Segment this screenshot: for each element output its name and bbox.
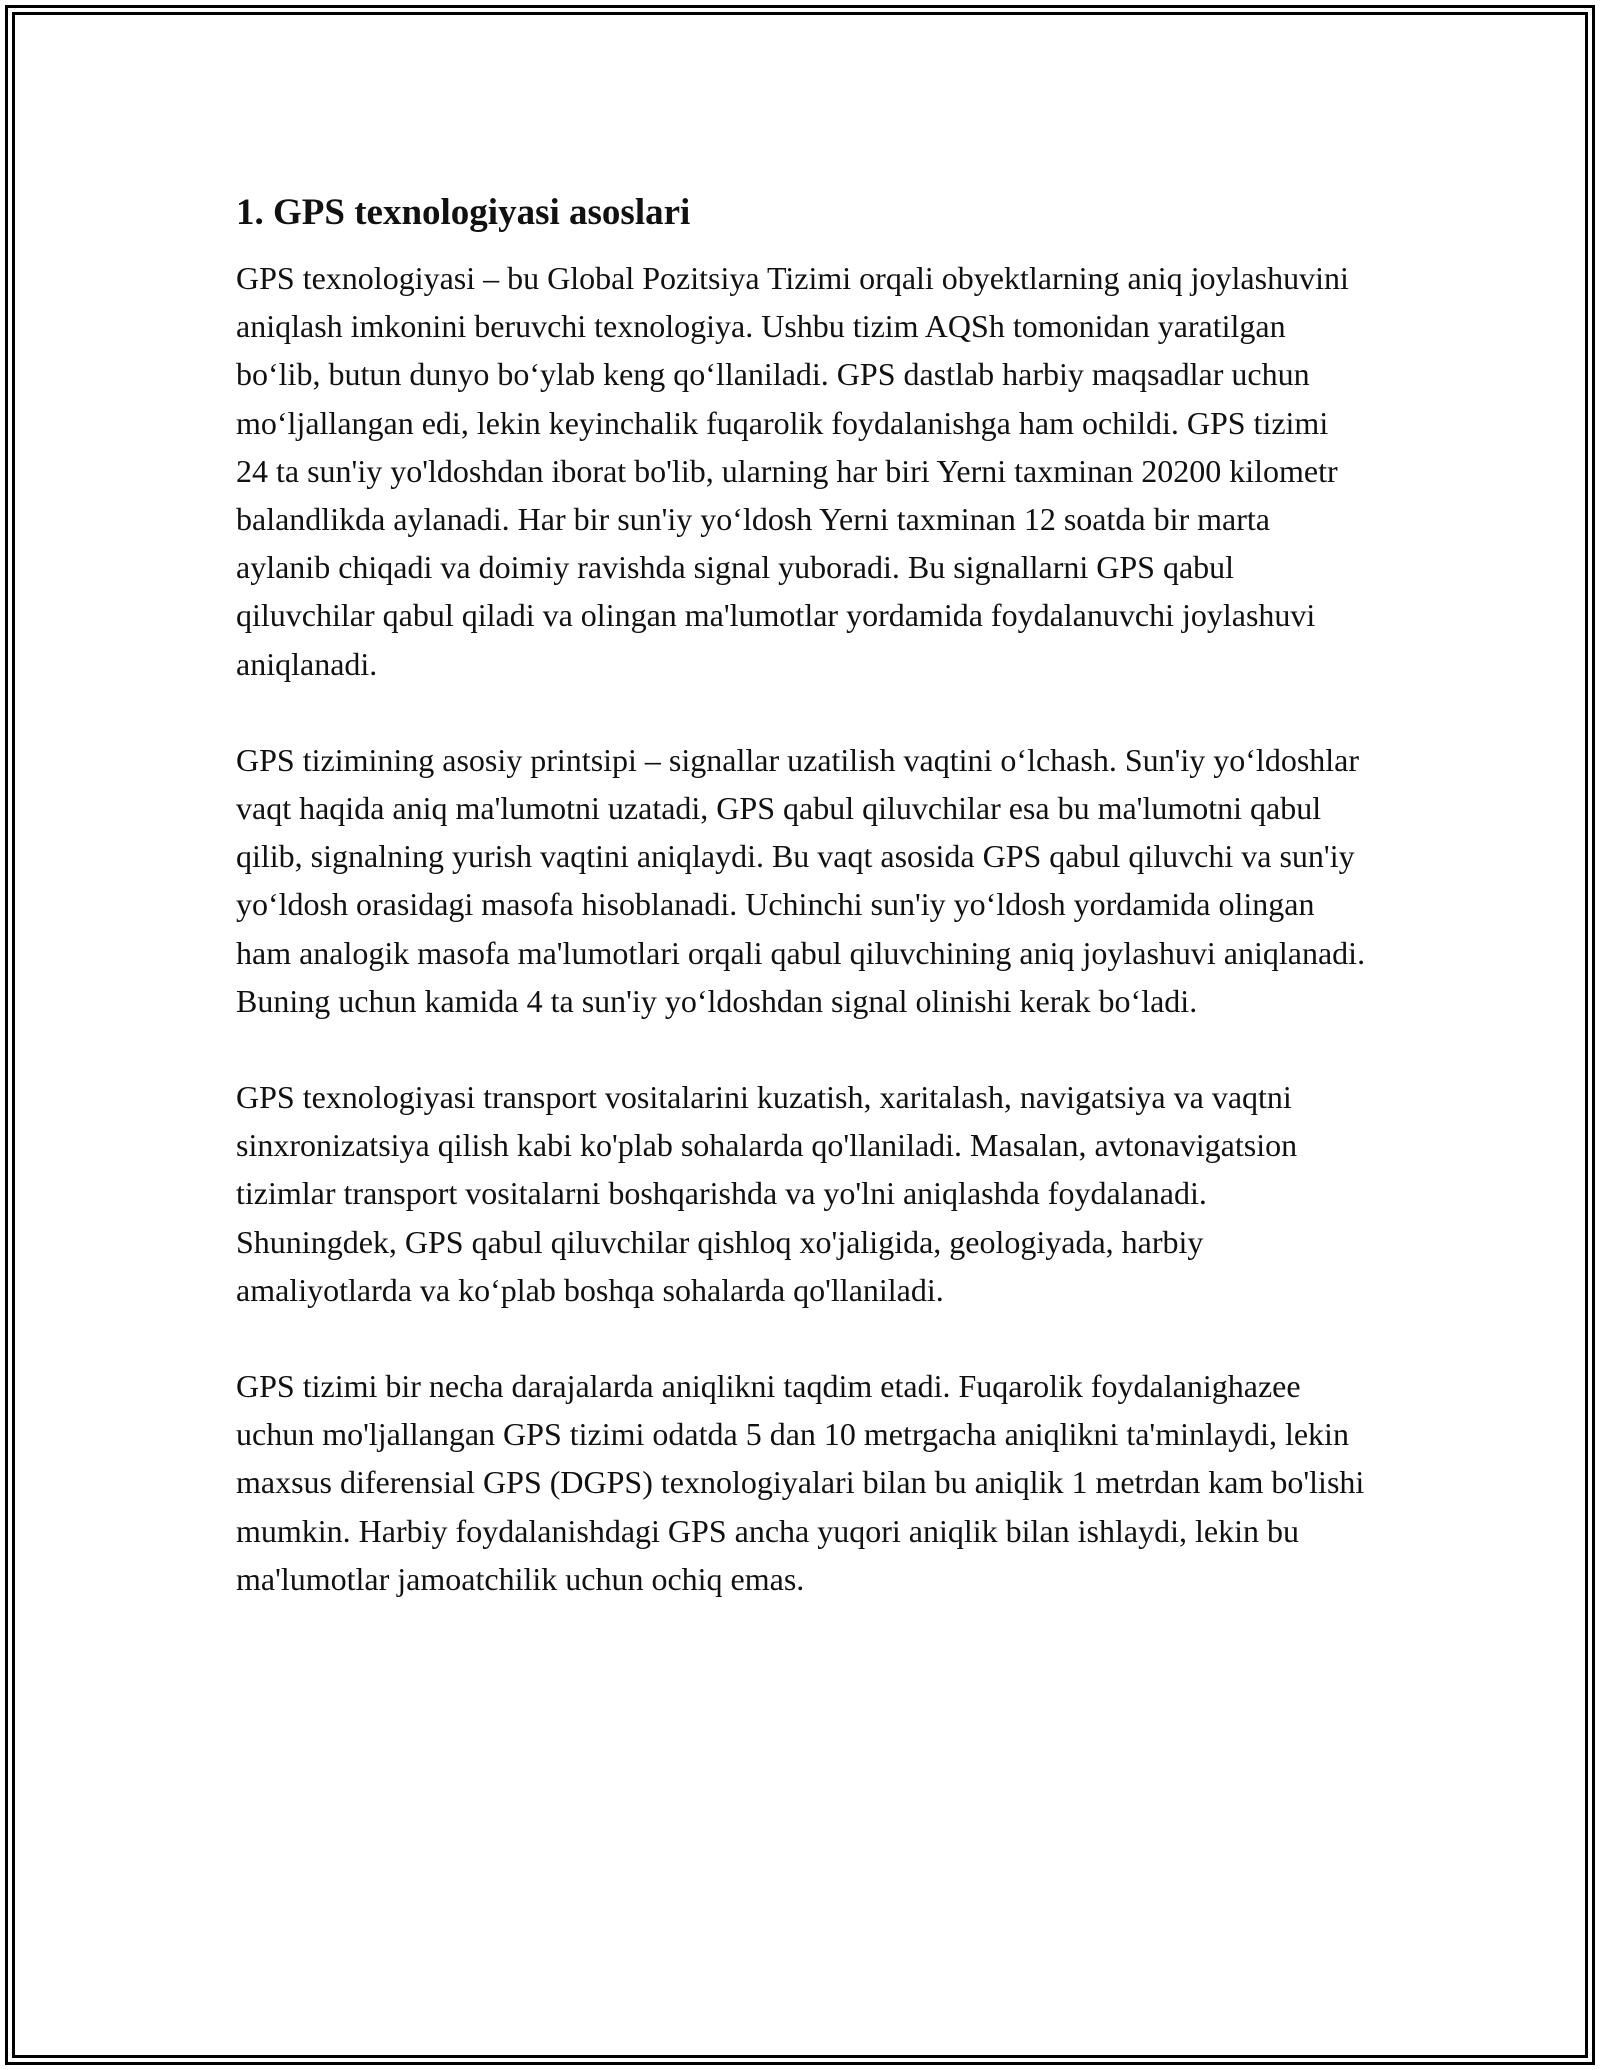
paragraph-gps-accuracy: GPS tizimi bir necha darajalarda aniqlikni taqdim etadi. Fuqarolik foydalanighazee uchun mo'ljallangan GPS tizimi odatda 5 dan 10 metrgacha aniqlikni ta'minlaydi, lekin maxsus diferensial GPS (DGPS) texnologiyalari bilan bu aniqlik 1 metrdan kam bo'lishi mumkin. Harbiy foydalanishdagi GPS ancha yuqori aniqlik bilan ishlaydi, lekin bu ma'lumotlar jamoatchilik uchun ochiq emas. bbox=[236, 1368, 1365, 1597]
paragraph-gps-basics: GPS texnologiyasi – bu Global Pozitsiya Tizimi orqali obyektlarning aniq joylashuvini aniqlash imkonini beruvchi texnologiya. Ushbu tizim AQSh tomonidan yaratilgan bo‘lib, butun dunyo bo‘ylab keng qo‘llaniladi. GPS dastlab harbiy maqsadlar uchun mo‘ljallangan edi, lekin keyinchalik fuqarolik foydalanishga ham ochildi. GPS tizimi 24 ta sun'iy yo'ldoshdan iborat bo'lib, ularning har biri Yerni taxminan 20200 kilometr balandlikda aylanadi. Har bir sun'iy yo‘ldosh Yerni taxminan 12 soatda bir marta aylanib chiqadi va doimiy ravishda signal yuboradi. Bu signallarni GPS qabul qiluvchilar qabul qiladi va olingan ma'lumotlar yordamida foydalanuvchi joylashuvi aniqlanadi. bbox=[236, 260, 1349, 682]
section-heading: 1. GPS texnologiyasi asoslari bbox=[236, 192, 691, 233]
paragraph-gps-applications: GPS texnologiyasi transport vositalarini kuzatish, xaritalash, navigatsiya va vaqtni sinxronizatsiya qilish kabi ko'plab sohalarda qo'llaniladi. Masalan, avtonavigatsion tizimlar transport vositalarni boshqarishda va yo'lni aniqlashda foydalanadi. Shuningdek, GPS qabul qiluvchilar qishloq xo'jaligida, geologiyada, harbiy amaliyotlarda va ko‘plab boshqa sohalarda qo'llaniladi. bbox=[236, 1079, 1298, 1308]
paragraph-gps-principle: GPS tizimining asosiy printsipi – signallar uzatilish vaqtini o‘lchash. Sun'iy yo‘ldoshlar vaqt haqida aniq ma'lumotni uzatadi, GPS qabul qiluvchilar esa bu ma'lumotni qabul qilib, signalning yurish vaqtini aniqlaydi. Bu vaqt asosida GPS qabul qiluvchi va sun'iy yo‘ldosh orasidagi masofa hisoblanadi. Uchinchi sun'iy yo‘ldosh yordamida olingan ham analogik masofa ma'lumotlari orqali qabul qiluvchining aniq joylashuvi aniqlanadi. Buning uchun kamida 4 ta sun'iy yo‘ldoshdan signal olinishi kerak bo‘ladi. bbox=[236, 741, 1366, 1019]
document-body bbox=[236, 188, 1366, 1603]
